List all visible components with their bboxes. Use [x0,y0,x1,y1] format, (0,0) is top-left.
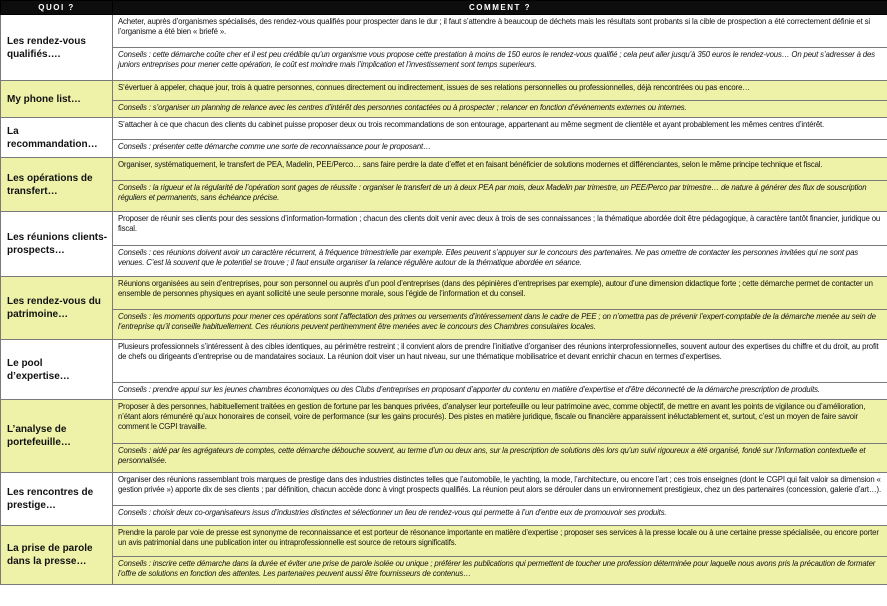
row-description: Proposer à des personnes, habituellement traitées en gestion de fortune par les banques privées, d’analyser leur portefeuille ou leur patrimoine avec, comme objectif, de mettre en avant les points de vigilance ou d’amélioration, n’étant alors rémunéré qu’aux honoraires de conseil, voire de performance (sur les gains procurés). Des pistes en matière juridique, fiscale ou financière apparaissent inéluctablement et, surtout, c’est un moyen de faire savoir comment le CGPI travaille. [113,400,887,444]
row-title: L’analyse de portefeuille… [1,400,113,473]
row-advice: Conseils : inscrire cette démarche dans la durée et éviter une prise de parole isolée ou unique ; préférer les publications qui permettent de toucher une profession déterminée pour laquelle nous avons pris la précaution de formater l’offre de solutions en fonction des attentes. Les partenaires peuvent aussi être fournisseurs de contenus… [113,557,887,585]
row-description: S’attacher à ce que chacun des clients du cabinet puisse proposer deux ou trois recommandations de son entourage, appartenant au même segment de clientèle et ayant probablement les mêmes centres d’intérêt. [113,118,887,140]
row-description: Proposer de réunir ses clients pour des sessions d’information-formation ; chacun des clients doit venir avec deux à trois de ses connaissances ; la thématique abordée doit être pédagogique, à caractère tantôt financier, juridique ou fiscal. [113,212,887,246]
row-advice: Conseils : aidé par les agrégateurs de comptes, cette démarche débouche souvent, au terme d’un ou deux ans, sur la prescription de solutions dès lors qu’un suivi rigoureux a été organisé, fondé sur l’information contextuelle et personnalisée. [113,444,887,473]
table-row-advice [1,557,887,585]
table-row [1,81,887,101]
row-advice: Conseils : la rigueur et la régularité de l’opération sont gages de réussite : organiser le transfert de un à deux PEA par mois, deux Madelin par trimestre, un PEE/Perco par trimestre… de nature à générer des flux de souscription réguliers et permanents, sans échéance précise. [113,181,887,212]
table-row [1,15,887,48]
table-row [1,212,887,246]
table-row [1,400,887,444]
row-advice: Conseils : prendre appui sur les jeunes chambres économiques ou des Clubs d’entreprises en proposant d’apporter du contenu en matière d’expertise et d’être déconnecté de la démarche prescription de produits. [113,383,887,400]
row-description: Prendre la parole par voie de presse est synonyme de reconnaissance et est porteur de résonance importante en matière d’expertise ; proposer ses services à la presse locale ou à une certaine presse spécialisée, ou encore porter un avis patrimonial dans une publication inter ou intraprofessionnelle est source de retours significatifs. [113,526,887,557]
header-quoi: QUOI ? [1,1,113,15]
table-row-advice [1,101,887,118]
row-title: Les rendez-vous du patrimoine… [1,277,113,340]
table-row [1,526,887,557]
row-title: Les rencontres de prestige… [1,473,113,526]
table-row [1,340,887,383]
row-advice: Conseils : s’organiser un planning de relance avec les centres d’intérêt des personnes contactées ou à prospecter ; relancer en fonction d’événements externes ou internes. [113,101,887,118]
row-description: S’évertuer à appeler, chaque jour, trois à quatre personnes, connues directement ou indirectement, issues de ses relations personnelles ou professionnelles, déjà rencontrées ou pas encore… [113,81,887,101]
table-row-advice [1,310,887,340]
header-comment: COMMENT ? [113,1,887,15]
row-advice: Conseils : choisir deux co-organisateurs issus d’industries distinctes et sélectionner un lieu de rendez-vous qui permette à l’un d’entre eux de promouvoir ses produits. [113,506,887,526]
row-description: Acheter, auprès d’organismes spécialisés, des rendez-vous qualifiés pour prospecter dans le dur ; il faut s’attendre à beaucoup de déchets mais les résultats sont probants si la cible de prospection a été correctement définie et si l’organisme a été bien « briefé ». [113,15,887,48]
row-title: Les opérations de transfert… [1,158,113,212]
table-row-advice [1,140,887,158]
row-advice: Conseils : présenter cette démarche comme une sorte de reconnaissance pour le proposant… [113,140,887,158]
row-description: Organiser des réunions rassemblant trois marques de prestige dans des industries distinctes telles que l’automobile, le yachting, la mode, l’architecture, ou encore l’art ; ces trois enseignes (dont le CGPI qui fait valoir sa dimension « gestion privée ») apporte dix de ses clients ; par définition, chacun accède donc à vingt prospects qualifiés. La réunion peut alors se dérouler dans un environnement prestigieux, chez un des partenaires (concession, galerie d’art…). [113,473,887,506]
table-row-advice [1,246,887,277]
table-row [1,118,887,140]
table-row-advice [1,181,887,212]
row-title: Les rendez-vous qualifiés…. [1,15,113,81]
table-row [1,473,887,506]
table-row-advice [1,48,887,81]
row-advice: Conseils : les moments opportuns pour mener ces opérations sont l’affectation des primes ou versements d’intéressement dans le cadre de PEE ; on n’omettra pas de prévenir l’expert-comptable de la démarche menée au sein de l’entreprise qu’il conseille habituellement. Ces réunions peuvent pertinemment être menées avec le concours des Chambres consulaires locales. [113,310,887,340]
row-description: Organiser, systématiquement, le transfert de PEA, Madelin, PEE/Perco… sans faire perdre la date d’effet et en faisant bénéficier de solutions modernes et différenciantes, selon le même principe technique et fiscal. [113,158,887,181]
table-row [1,158,887,181]
row-advice: Conseils : ces réunions doivent avoir un caractère récurrent, à fréquence trimestrielle par exemple. Elles peuvent s’appuyer sur le concours des partenaires. Ne pas omettre de contacter les personnes invitées qui ne sont pas venues. C’est là souvent que le potentiel se trouve ; il faut ensuite organiser la relance régulière autour de la thématique abordée en séance. [113,246,887,277]
row-description: Plusieurs professionnels s’intéressent à des cibles identiques, au périmètre restreint ; il convient alors de prendre l’initiative d’organiser des réunions interprofessionnelles, souvent autour des expertises du chiffre et du droit, au profit de chefs ou dirigeants d’entreprise ou de mandataires sociaux. La réunion doit viser un haut niveau, sur une thématique mobilisatrice et devant enrichir chacun en termes d’expertises. [113,340,887,383]
row-title: My phone list… [1,81,113,118]
table-row [1,277,887,310]
row-title: La prise de parole dans la presse… [1,526,113,585]
row-title: Le pool d’expertise… [1,340,113,400]
row-advice: Conseils : cette démarche coûte cher et il est peu crédible qu’un organisme vous propose cette prestation à moins de 150 euros le rendez-vous qualifié ; cela peut aller jusqu’à 350 euros le rendez-vous… On peut s’adresser à des juniors entreprises pour mener cette opération, le coût est moindre mais l’implication et l’investissement sont temps superieurs. [113,48,887,81]
table-row-advice [1,506,887,526]
table-row-advice [1,383,887,400]
row-title: La recommandation… [1,118,113,158]
table-row-advice [1,444,887,473]
row-description: Réunions organisées au sein d’entreprises, pour son personnel ou auprès d’un pool d’entreprises (dans des pépinières d’entreprises par exemple), autour d’une dimension didactique forte ; cette démarche permet de contacter un ensemble de personnes physiques en ayant sollicité une seule personne morale, sous l’égide de l’information et du conseil. [113,277,887,310]
row-title: Les réunions clients-prospects… [1,212,113,277]
